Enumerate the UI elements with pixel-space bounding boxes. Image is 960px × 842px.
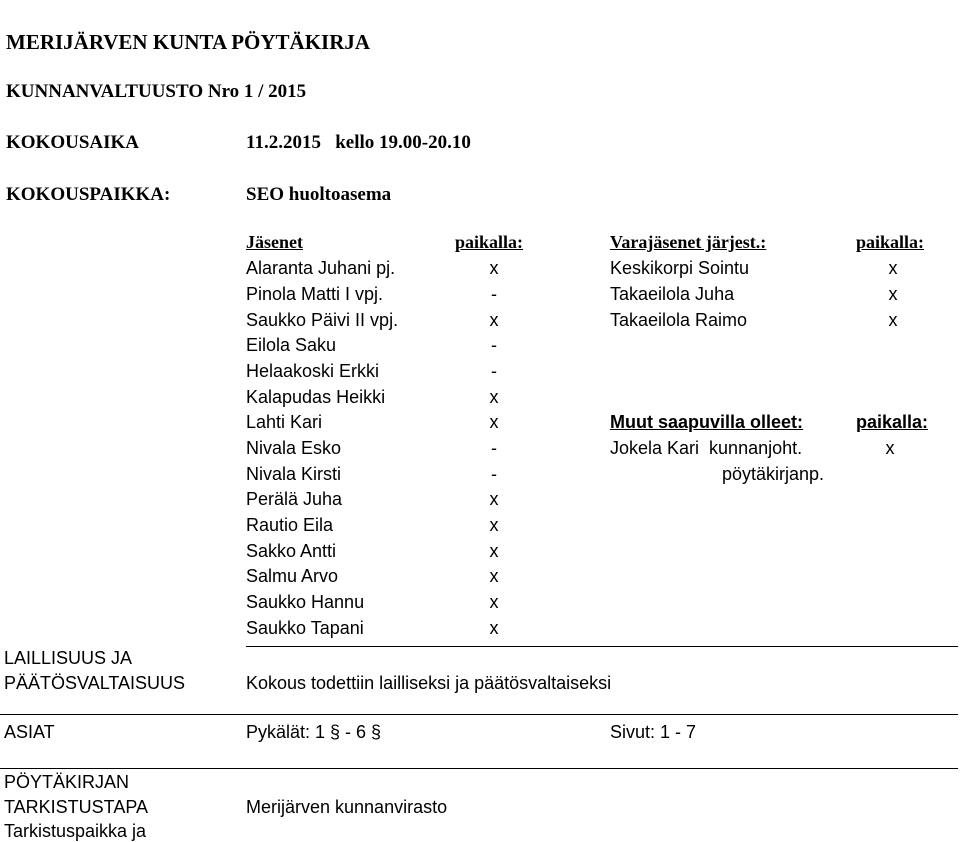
member-name: Alaranta Juhani pj. <box>246 258 396 278</box>
review-label-line1: PÖYTÄKIRJAN <box>4 772 130 792</box>
member-present-mark: x <box>489 489 499 509</box>
others-present-heading: paikalla: <box>856 412 929 432</box>
member-present-mark: - <box>491 438 497 458</box>
member-present-mark: x <box>489 541 499 561</box>
member-name: Pinola Matti I vpj. <box>246 284 384 304</box>
member-present-mark: x <box>489 412 499 432</box>
member-name: Lahti Kari <box>246 412 323 432</box>
member-present-mark: x <box>489 310 499 330</box>
member-name: Perälä Juha <box>246 489 343 509</box>
document-title: MERIJÄRVEN KUNTA PÖYTÄKIRJA <box>6 30 371 54</box>
member-name: Nivala Kirsti <box>246 464 342 484</box>
review-label-line2: TARKISTUSTAPA <box>4 797 149 817</box>
deputy-name: Keskikorpi Sointu <box>610 258 750 278</box>
legality-label-line2: PÄÄTÖSVALTAISUUS <box>4 673 186 693</box>
agenda-label: ASIAT <box>4 722 55 742</box>
meeting-time-value: 11.2.2015 kello 19.00-20.10 <box>246 132 471 153</box>
other-present-mark: x <box>885 438 895 458</box>
members-present-heading: paikalla: <box>455 232 524 252</box>
member-name: Saukko Hannu <box>246 592 365 612</box>
council-meeting-number: KUNNANVALTUUSTO Nro 1 / 2015 <box>6 81 307 102</box>
agenda-divider <box>0 714 958 715</box>
member-name: Helaakoski Erkki <box>246 361 380 381</box>
review-label-line3: Tarkistuspaikka ja <box>4 821 147 841</box>
member-present-mark: x <box>489 387 499 407</box>
deputies-present-heading: paikalla: <box>856 232 925 252</box>
member-name: Kalapudas Heikki <box>246 387 386 407</box>
deputies-heading: Varajäsenet järjest.: <box>610 232 767 252</box>
agenda-sections: Pykälät: 1 § - 6 § <box>246 722 382 742</box>
legality-text: Kokous todettiin lailliseksi ja päätösvaltaiseksi <box>246 673 612 693</box>
member-present-mark: - <box>491 464 497 484</box>
member-name: Rautio Eila <box>246 515 334 535</box>
deputy-present-mark: x <box>888 258 898 278</box>
deputy-present-mark: x <box>888 310 898 330</box>
member-present-mark: - <box>491 361 497 381</box>
member-name: Nivala Esko <box>246 438 342 458</box>
other-name: pöytäkirjanp. <box>722 464 825 484</box>
member-name: Sakko Antti <box>246 541 337 561</box>
deputy-present-mark: x <box>888 284 898 304</box>
member-name: Eilola Saku <box>246 335 337 355</box>
meeting-place-value: SEO huoltoasema <box>246 184 392 205</box>
member-name: Saukko Tapani <box>246 618 364 638</box>
legality-divider <box>246 646 958 647</box>
member-present-mark: - <box>491 284 497 304</box>
review-place: Merijärven kunnanvirasto <box>246 797 448 817</box>
other-name: Jokela Kari kunnanjoht. <box>610 438 803 458</box>
agenda-pages: Sivut: 1 - 7 <box>610 722 697 742</box>
members-heading: Jäsenet <box>246 232 303 252</box>
member-present-mark: - <box>491 335 497 355</box>
legality-label-line1: LAILLISUUS JA <box>4 648 133 668</box>
meeting-place-label: KOKOUSPAIKKA: <box>6 184 171 205</box>
member-present-mark: x <box>489 592 499 612</box>
deputy-name: Takaeilola Raimo <box>610 310 748 330</box>
member-name: Saukko Päivi II vpj. <box>246 310 399 330</box>
member-present-mark: x <box>489 618 499 638</box>
meeting-time-label: KOKOUSAIKA <box>6 132 140 153</box>
member-present-mark: x <box>489 258 499 278</box>
others-heading: Muut saapuvilla olleet: <box>610 412 804 432</box>
member-present-mark: x <box>489 566 499 586</box>
member-name: Salmu Arvo <box>246 566 339 586</box>
review-divider <box>0 768 958 769</box>
member-present-mark: x <box>489 515 499 535</box>
deputy-name: Takaeilola Juha <box>610 284 735 304</box>
